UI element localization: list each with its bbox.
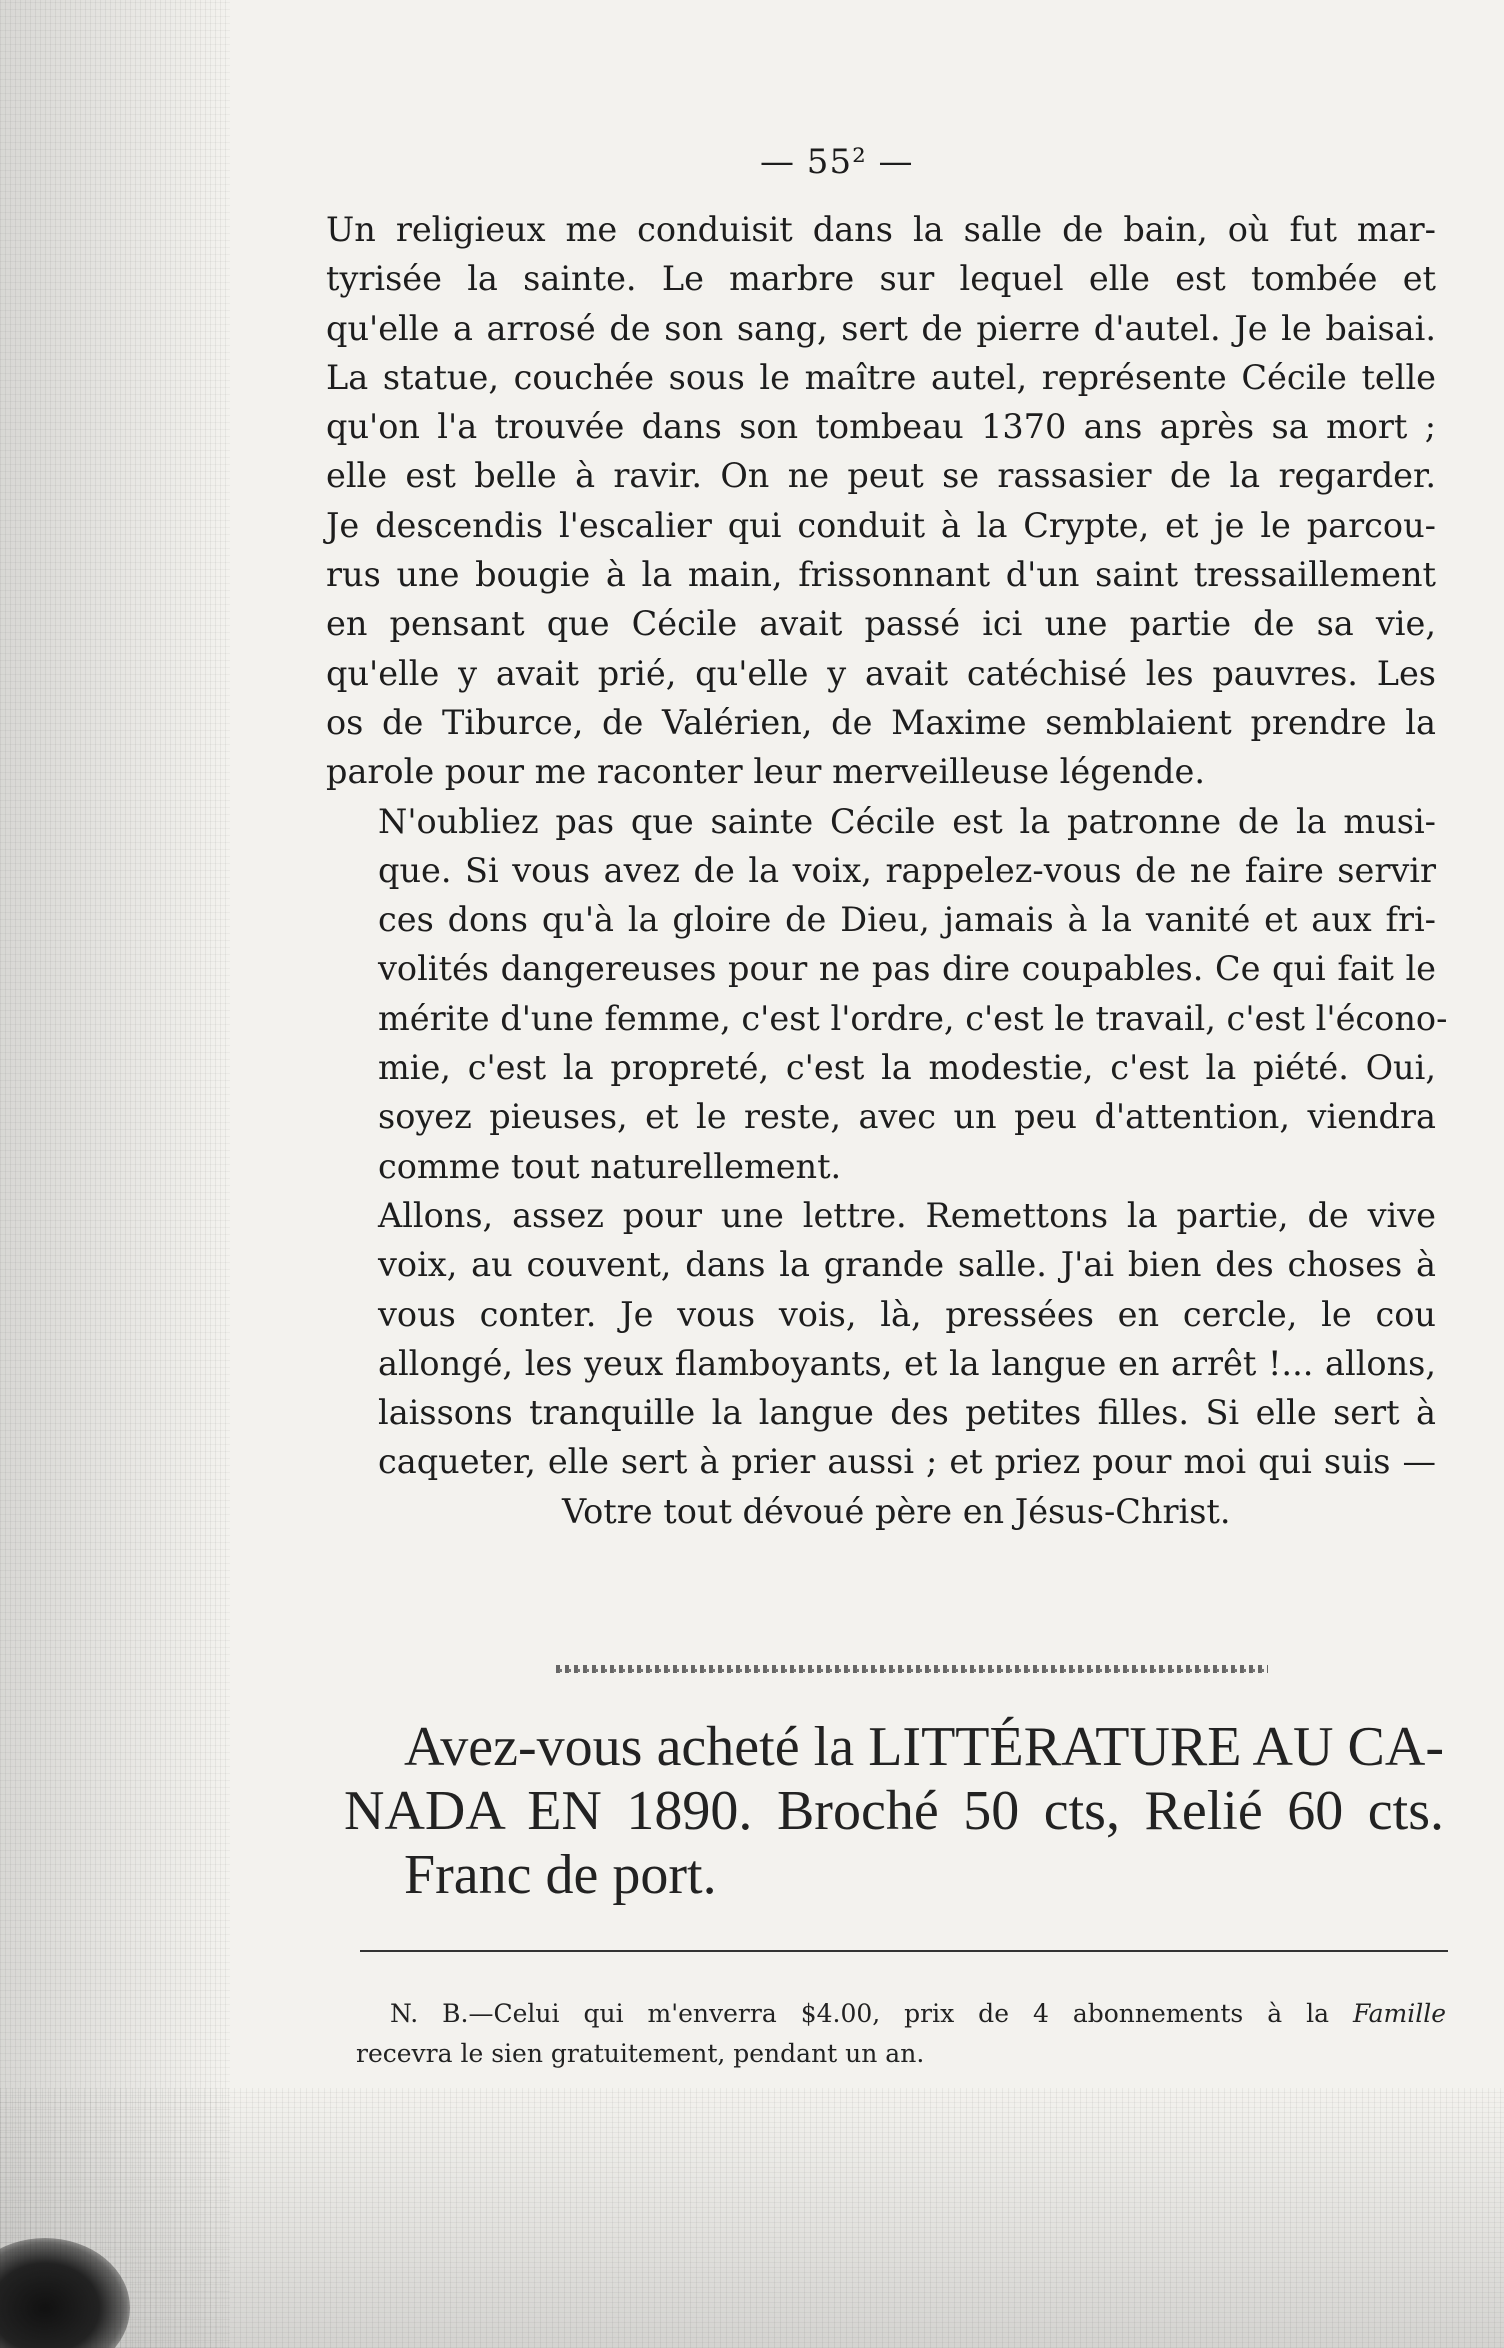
ad-line: NADA EN 1890. Broché 50 cts, Relié 60 cts. — [344, 1780, 1444, 1842]
text-line: qu'elle a arrosé de son sang, sert de pierre d'autel. Je le baisai. — [326, 308, 1436, 348]
text-line: vous conter. Je vous vois, là, pressées en cercle, le cou — [378, 1294, 1436, 1334]
paragraph-1 — [326, 205, 1436, 797]
text-line: Je descendis l'escalier qui conduit à la Crypte, et je le parcou- — [326, 505, 1436, 545]
paper-edge-left — [0, 0, 230, 2348]
text-line: elle est belle à ravir. On ne peut se rassasier de la regarder. — [326, 456, 1436, 496]
ad-line: Franc de port. — [404, 1844, 717, 1906]
text-line: mie, c'est la propreté, c'est la modestie, c'est la piété. Oui, — [378, 1048, 1436, 1088]
text-line: parole pour me raconter leur merveilleuse légende. — [326, 752, 1205, 792]
text-line: Allons, assez pour une lettre. Remettons la partie, de vive — [378, 1195, 1436, 1235]
text-line: rus une bougie à la main, frissonnant d'un saint tressaillement — [326, 555, 1436, 595]
text-line: qu'elle y avait prié, qu'elle y avait catéchisé les pauvres. Les — [326, 653, 1436, 693]
paragraph-2 — [326, 797, 1448, 1191]
footnote-italic: Famille — [1352, 1999, 1446, 2028]
text-line: voix, au couvent, dans la grande salle. J'ai bien des choses à — [378, 1245, 1436, 1285]
paragraph-3 — [326, 1191, 1436, 1487]
text-line: os de Tiburce, de Valérien, de Maxime semblaient prendre la — [326, 702, 1436, 742]
footnote-text: N. B.—Celui qui m'enverra $4.00, prix de 4 abonnements à la — [390, 1999, 1329, 2028]
page-number: — 55² — — [760, 142, 914, 182]
footnote — [356, 1994, 1446, 2074]
text-line: soyez pieuses, et le reste, avec un peu d'attention, viendra — [378, 1097, 1436, 1137]
ad-line: Avez-vous acheté la LITTÉRATURE AU CA- — [404, 1716, 1444, 1778]
text-line: qu'on l'a trouvée dans son tombeau 1370 ans après sa mort ; — [326, 407, 1436, 447]
text-line: N'oubliez pas que sainte Cécile est la patronne de la musi- — [378, 801, 1436, 841]
text-line: comme tout naturellement. — [378, 1146, 842, 1186]
text-line: laissons tranquille la langue des petites filles. Si elle sert à — [378, 1393, 1436, 1433]
text-line: volités dangereuses pour ne pas dire coupables. Ce qui fait le — [378, 949, 1436, 989]
text-line: tyrisée la sainte. Le marbre sur lequel elle est tombée et — [326, 259, 1436, 299]
text-line: Un religieux me conduisit dans la salle de bain, où fut mar- — [326, 210, 1436, 249]
paper-edge-bottom — [0, 2088, 1504, 2348]
text-line: mérite d'une femme, c'est l'ordre, c'est le travail, c'est l'écono- — [378, 998, 1448, 1038]
text-line: que. Si vous avez de la voix, rappelez-vous de ne faire servir — [378, 850, 1436, 890]
text-line: La statue, couchée sous le maître autel, représente Cécile telle — [326, 357, 1436, 397]
text-line: ces dons qu'à la gloire de Dieu, jamais à la vanité et aux fri- — [378, 900, 1436, 940]
text-line: allongé, les yeux flamboyants, et la langue en arrêt !... allons, — [378, 1343, 1436, 1383]
footnote-line — [356, 1994, 1446, 2034]
text-line: en pensant que Cécile avait passé ici une partie de sa vie, — [326, 604, 1436, 644]
advertisement — [344, 1715, 1444, 1907]
letter-signature: Votre tout dévoué père en Jésus-Christ. — [562, 1491, 1231, 1531]
ornamental-rule — [556, 1665, 1268, 1673]
letter-body — [326, 205, 1448, 1536]
footnote-line: recevra le sien gratuitement, pendant un an. — [356, 2039, 925, 2068]
text-line: caqueter, elle sert à prier aussi ; et priez pour moi qui suis — — [378, 1442, 1436, 1482]
divider-line — [360, 1950, 1448, 1952]
